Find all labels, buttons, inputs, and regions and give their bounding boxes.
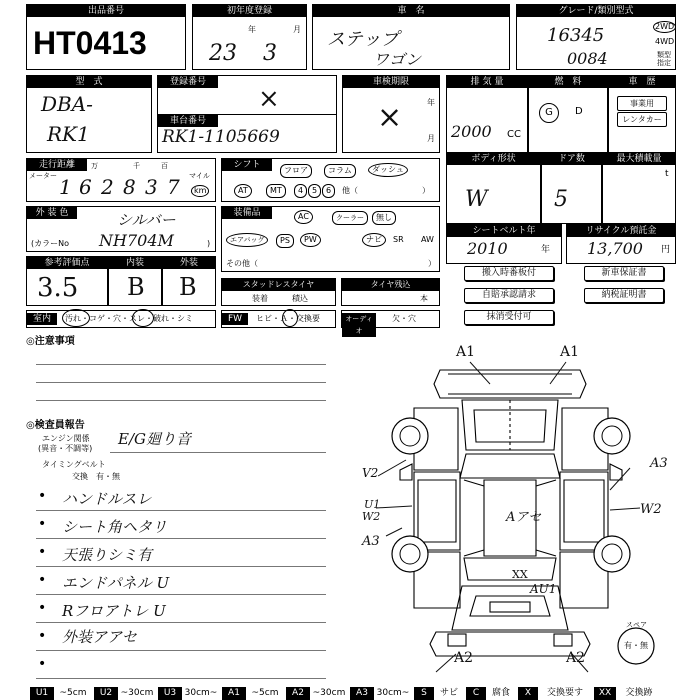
fuel-g: G — [539, 103, 559, 123]
shift-5: 5 — [308, 184, 321, 198]
exterior-label: 外装 — [163, 257, 215, 269]
fw-label: FW — [222, 313, 248, 325]
shift-dash: ダッシュ — [368, 163, 408, 177]
engine-sub: (異音・不調等) — [38, 444, 93, 453]
legend-desc: ~30cm — [310, 687, 348, 700]
audio-items: 欠・穴 — [392, 314, 416, 323]
legend-desc: 腐食 — [486, 687, 516, 700]
item-line — [36, 538, 326, 539]
color-label: 外 装 色 — [27, 207, 77, 219]
shift-label: シフト — [222, 159, 272, 171]
color-no: NH704M — [99, 231, 174, 250]
fw-items: ヒビ・Ａ・交換要 — [256, 314, 320, 323]
exterior-box — [162, 256, 216, 306]
seatbelt-year: 2010 — [467, 239, 508, 258]
mileage-label: 走行距離 — [27, 159, 87, 171]
inspector-title: ◎検査員報告 — [26, 420, 85, 431]
chassis-no: RK1-1105669 — [162, 127, 280, 147]
lot-number-label: 出品番号 — [27, 5, 185, 17]
item-line — [36, 650, 326, 651]
equipment-label: 装備品 — [222, 207, 272, 219]
doors-value: 5 — [554, 187, 568, 212]
tire-check-label: タイヤ残込 — [342, 279, 439, 291]
seatbelt-unit: 年 — [541, 245, 551, 255]
unit-man: 万 — [91, 162, 98, 170]
model-name-line1: ステップ — [327, 29, 399, 50]
legend-code: A3 — [350, 687, 374, 700]
cabin-box — [26, 310, 216, 328]
legend-desc: 交換要す — [538, 687, 592, 700]
damage-mark: XX — [512, 568, 528, 581]
legend-desc: 交換跡 — [616, 687, 662, 700]
notes-line — [36, 382, 326, 383]
bullet: • — [38, 516, 47, 532]
legend-desc: 30cm~ — [182, 687, 220, 700]
shift-mt: MT — [266, 184, 286, 198]
history-rental: レンタカー — [617, 112, 667, 127]
damage-mark: A3 — [650, 456, 668, 471]
legend-code: X — [518, 687, 538, 700]
doors-box — [541, 152, 602, 224]
grade-line2: 0084 — [567, 49, 608, 68]
doors-label: ドア数 — [542, 153, 601, 165]
wheel — [392, 536, 428, 572]
recycle-unit: 円 — [661, 245, 671, 255]
score-box — [26, 256, 108, 306]
seatbelt-box — [446, 224, 562, 264]
legend-code: XX — [594, 687, 616, 700]
inspection-label: 車検期限 — [343, 76, 439, 88]
displacement-box — [446, 75, 528, 153]
fw-box — [221, 310, 336, 328]
inspector-item: 外装アアセ — [62, 628, 137, 646]
mileage-digit: 8 — [123, 175, 136, 199]
unit-hyaku: 百 — [161, 162, 168, 170]
fuel-label: 燃 料 — [529, 76, 607, 88]
recycle-label: リサイクル預託金 — [567, 225, 675, 237]
type-label: 型 式 — [27, 76, 151, 88]
equip-navi: ナビ — [362, 233, 386, 247]
bullet: • — [38, 628, 47, 644]
shift-at: AT — [234, 184, 252, 198]
chassis-box — [157, 114, 337, 153]
inspection-box — [342, 75, 440, 153]
type-box — [26, 75, 152, 153]
documents-box — [446, 264, 676, 326]
studless-tire-box — [221, 278, 336, 306]
inspector-item: Rフロアトレ U — [62, 602, 166, 620]
mileage-digit: 3 — [145, 175, 158, 199]
damage-mark: W2 — [362, 510, 381, 523]
equip-ps: PS — [276, 234, 294, 248]
mileage-digit: 6 — [79, 175, 92, 199]
damage-mark: A3 — [362, 534, 380, 549]
engine-note: E/G廻り音 — [118, 430, 191, 448]
damage-mark: A1 — [560, 344, 580, 360]
lot-number: HT0413 — [33, 25, 147, 61]
circle-mark — [132, 309, 154, 327]
inspection-month-label: 月 — [427, 134, 435, 143]
history-label: 車 歴 — [609, 76, 675, 88]
wheel — [594, 536, 630, 572]
year-label: 年 — [248, 25, 256, 34]
doc-insurance: 自賠承認請求 — [464, 288, 554, 303]
notes-line — [36, 400, 326, 401]
equip-ac: AC — [294, 210, 313, 224]
first-registration-label: 初年度登録 — [193, 5, 306, 17]
item-line — [36, 678, 326, 679]
equip-sr: SR — [390, 234, 407, 246]
equip-airbag: エアバッグ — [226, 233, 268, 247]
type-line2: RK1 — [47, 122, 90, 146]
engine-line — [110, 452, 326, 453]
color-no-close: ) — [207, 239, 211, 248]
exterior-value: B — [179, 273, 197, 301]
circle-mark — [62, 309, 90, 327]
damage-mark: W2 — [640, 502, 662, 517]
engine-label: エンジン関係 — [42, 434, 90, 443]
legend-code: S — [414, 687, 434, 700]
audio-label: オーディオ — [342, 313, 376, 337]
model-name-label: 車 名 — [313, 5, 509, 17]
grade-label: グレード/類別型式 — [517, 5, 675, 17]
cabin-items: 汚れ・コゲ・穴・スレ・破れ・シミ — [65, 314, 193, 323]
timing-exchange: 交換 有・無 — [72, 472, 120, 481]
equip-none: 無し — [372, 211, 396, 225]
audio-box — [341, 310, 440, 335]
item-line — [36, 510, 326, 511]
bullet: • — [38, 656, 47, 672]
legend-desc: ~5cm — [54, 687, 92, 700]
inspection-value: × — [377, 100, 403, 135]
meter-label: メーター — [29, 172, 57, 180]
tire-check-unit: 本 — [420, 294, 428, 303]
interior-label: 内装 — [109, 257, 161, 269]
damage-mark: V2 — [362, 466, 379, 480]
tire-option-mounted: 装着 — [252, 294, 268, 303]
first-reg-year: 23 — [209, 41, 237, 66]
designation-label: 類型 指定 — [657, 51, 671, 67]
history-business: 事業用 — [617, 96, 667, 111]
capacity-unit: t — [665, 169, 669, 179]
drive-2wd: 2WD — [655, 22, 675, 31]
cabin-label: 室内 — [27, 313, 57, 325]
legend-code: C — [466, 687, 486, 700]
color-no-label: (カラーNo — [31, 239, 69, 248]
body-label: ボディ形状 — [447, 153, 540, 165]
chassis-label: 車台番号 — [158, 115, 218, 127]
legend-code: U3 — [158, 687, 182, 700]
shift-box — [221, 158, 440, 202]
wheel — [392, 418, 428, 454]
legend-code: U1 — [30, 687, 54, 700]
score-value: 3.5 — [37, 273, 79, 303]
item-line — [36, 566, 326, 567]
color-box — [26, 206, 216, 252]
damage-mark: U1 — [364, 498, 381, 511]
equip-other-close: ） — [428, 259, 436, 268]
damage-mark: A2 — [454, 650, 474, 666]
capacity-box — [602, 152, 676, 224]
spare-value: 有・無 — [624, 641, 648, 650]
model-name-line2: ワゴン — [373, 50, 422, 69]
mileage-digit: 2 — [101, 175, 114, 199]
inspector-item: ハンドルスレ — [62, 490, 152, 508]
recycle-box — [566, 224, 676, 264]
legend-code: U2 — [94, 687, 118, 700]
history-box — [608, 75, 676, 153]
mileage-digit: 1 — [59, 175, 72, 199]
legend-code: A1 — [222, 687, 246, 700]
drive-4wd: 4WD — [655, 37, 675, 46]
inspector-item: エンドパネル U — [62, 574, 170, 592]
recycle-value: 13,700 — [587, 239, 643, 258]
bullet: • — [38, 544, 47, 560]
item-line — [36, 594, 326, 595]
unit-sen: 千 — [133, 162, 140, 170]
color-name: シルバー — [117, 211, 176, 229]
body-value: W — [465, 187, 488, 212]
equipment-box — [221, 206, 440, 272]
fuel-d: D — [575, 106, 583, 117]
first-registration-box — [192, 4, 307, 70]
equip-cooler: クーラー — [332, 211, 368, 225]
inspection-year-label: 年 — [427, 98, 435, 107]
unit-km: km — [191, 185, 209, 197]
seatbelt-label: シートベルト年 — [447, 225, 561, 237]
month-label: 月 — [293, 25, 301, 34]
cc-label: CC — [507, 129, 521, 140]
inspector-item: 天張りシミ有 — [62, 546, 153, 564]
unit-mile: マイル — [189, 172, 210, 180]
shift-other-close: ） — [422, 186, 430, 195]
wheel — [594, 418, 630, 454]
doc-cancel: 抹消受付可 — [464, 310, 554, 325]
interior-box — [108, 256, 162, 306]
fuel-box — [528, 75, 608, 153]
doc-plate: 搬入時番板付 — [464, 266, 554, 281]
notes-line — [36, 364, 326, 365]
legend-code: A2 — [286, 687, 310, 700]
doc-warranty: 新車保証書 — [584, 266, 664, 281]
equip-other: その他（ — [226, 259, 258, 268]
legend-desc: サビ — [434, 687, 464, 700]
circle-mark — [282, 309, 298, 327]
type-line1: DBA- — [41, 92, 93, 116]
bullet: • — [38, 572, 47, 588]
tire-option-loaded: 積込 — [292, 294, 308, 303]
mileage-digit: 7 — [167, 175, 180, 199]
damage-mark: A1 — [456, 344, 476, 360]
grade-box — [516, 4, 676, 70]
registration-no-label: 登録番号 — [158, 76, 218, 88]
studless-tire-label: スタッドレスタイヤ — [222, 279, 335, 291]
tire-check-box — [341, 278, 440, 306]
inspector-item: シート角ヘタリ — [62, 518, 168, 536]
notes-title: ◎注意事項 — [26, 336, 75, 347]
first-reg-month: 3 — [263, 41, 277, 66]
bullet: • — [38, 488, 47, 504]
displacement-label: 排 気 量 — [447, 76, 527, 88]
item-line — [36, 622, 326, 623]
lot-number-box — [26, 4, 186, 70]
displacement-value: 2000 — [451, 122, 492, 141]
legend-desc: ~5cm — [246, 687, 284, 700]
equip-pw: PW — [300, 233, 321, 247]
timing-label: タイミングベルト — [42, 460, 106, 469]
shift-column: コラム — [324, 164, 356, 178]
interior-value: B — [127, 273, 145, 301]
capacity-label: 最大積載量 — [603, 153, 675, 165]
legend-desc: 30cm~ — [374, 687, 412, 700]
model-name-box — [312, 4, 510, 70]
damage-mark: A2 — [566, 650, 586, 666]
mileage-box — [26, 158, 216, 202]
spare-label: スペア — [626, 621, 647, 629]
bullet: • — [38, 600, 47, 616]
shift-6: 6 — [322, 184, 335, 198]
damage-mark: AU1 — [530, 582, 557, 596]
registration-no-value: × — [258, 84, 280, 114]
grade-line1: 16345 — [547, 25, 605, 46]
shift-floor: フロア — [280, 164, 312, 178]
registration-no-box — [157, 75, 337, 115]
score-label: 参考評価点 — [27, 257, 107, 269]
equip-aw: AW — [418, 234, 437, 246]
doc-tax: 納税証明書 — [584, 288, 664, 303]
body-box — [446, 152, 541, 224]
shift-other: 他（ — [342, 186, 358, 195]
shift-4: 4 — [294, 184, 307, 198]
legend-desc: ~30cm — [118, 687, 156, 700]
damage-mark: Aアセ — [506, 510, 542, 525]
